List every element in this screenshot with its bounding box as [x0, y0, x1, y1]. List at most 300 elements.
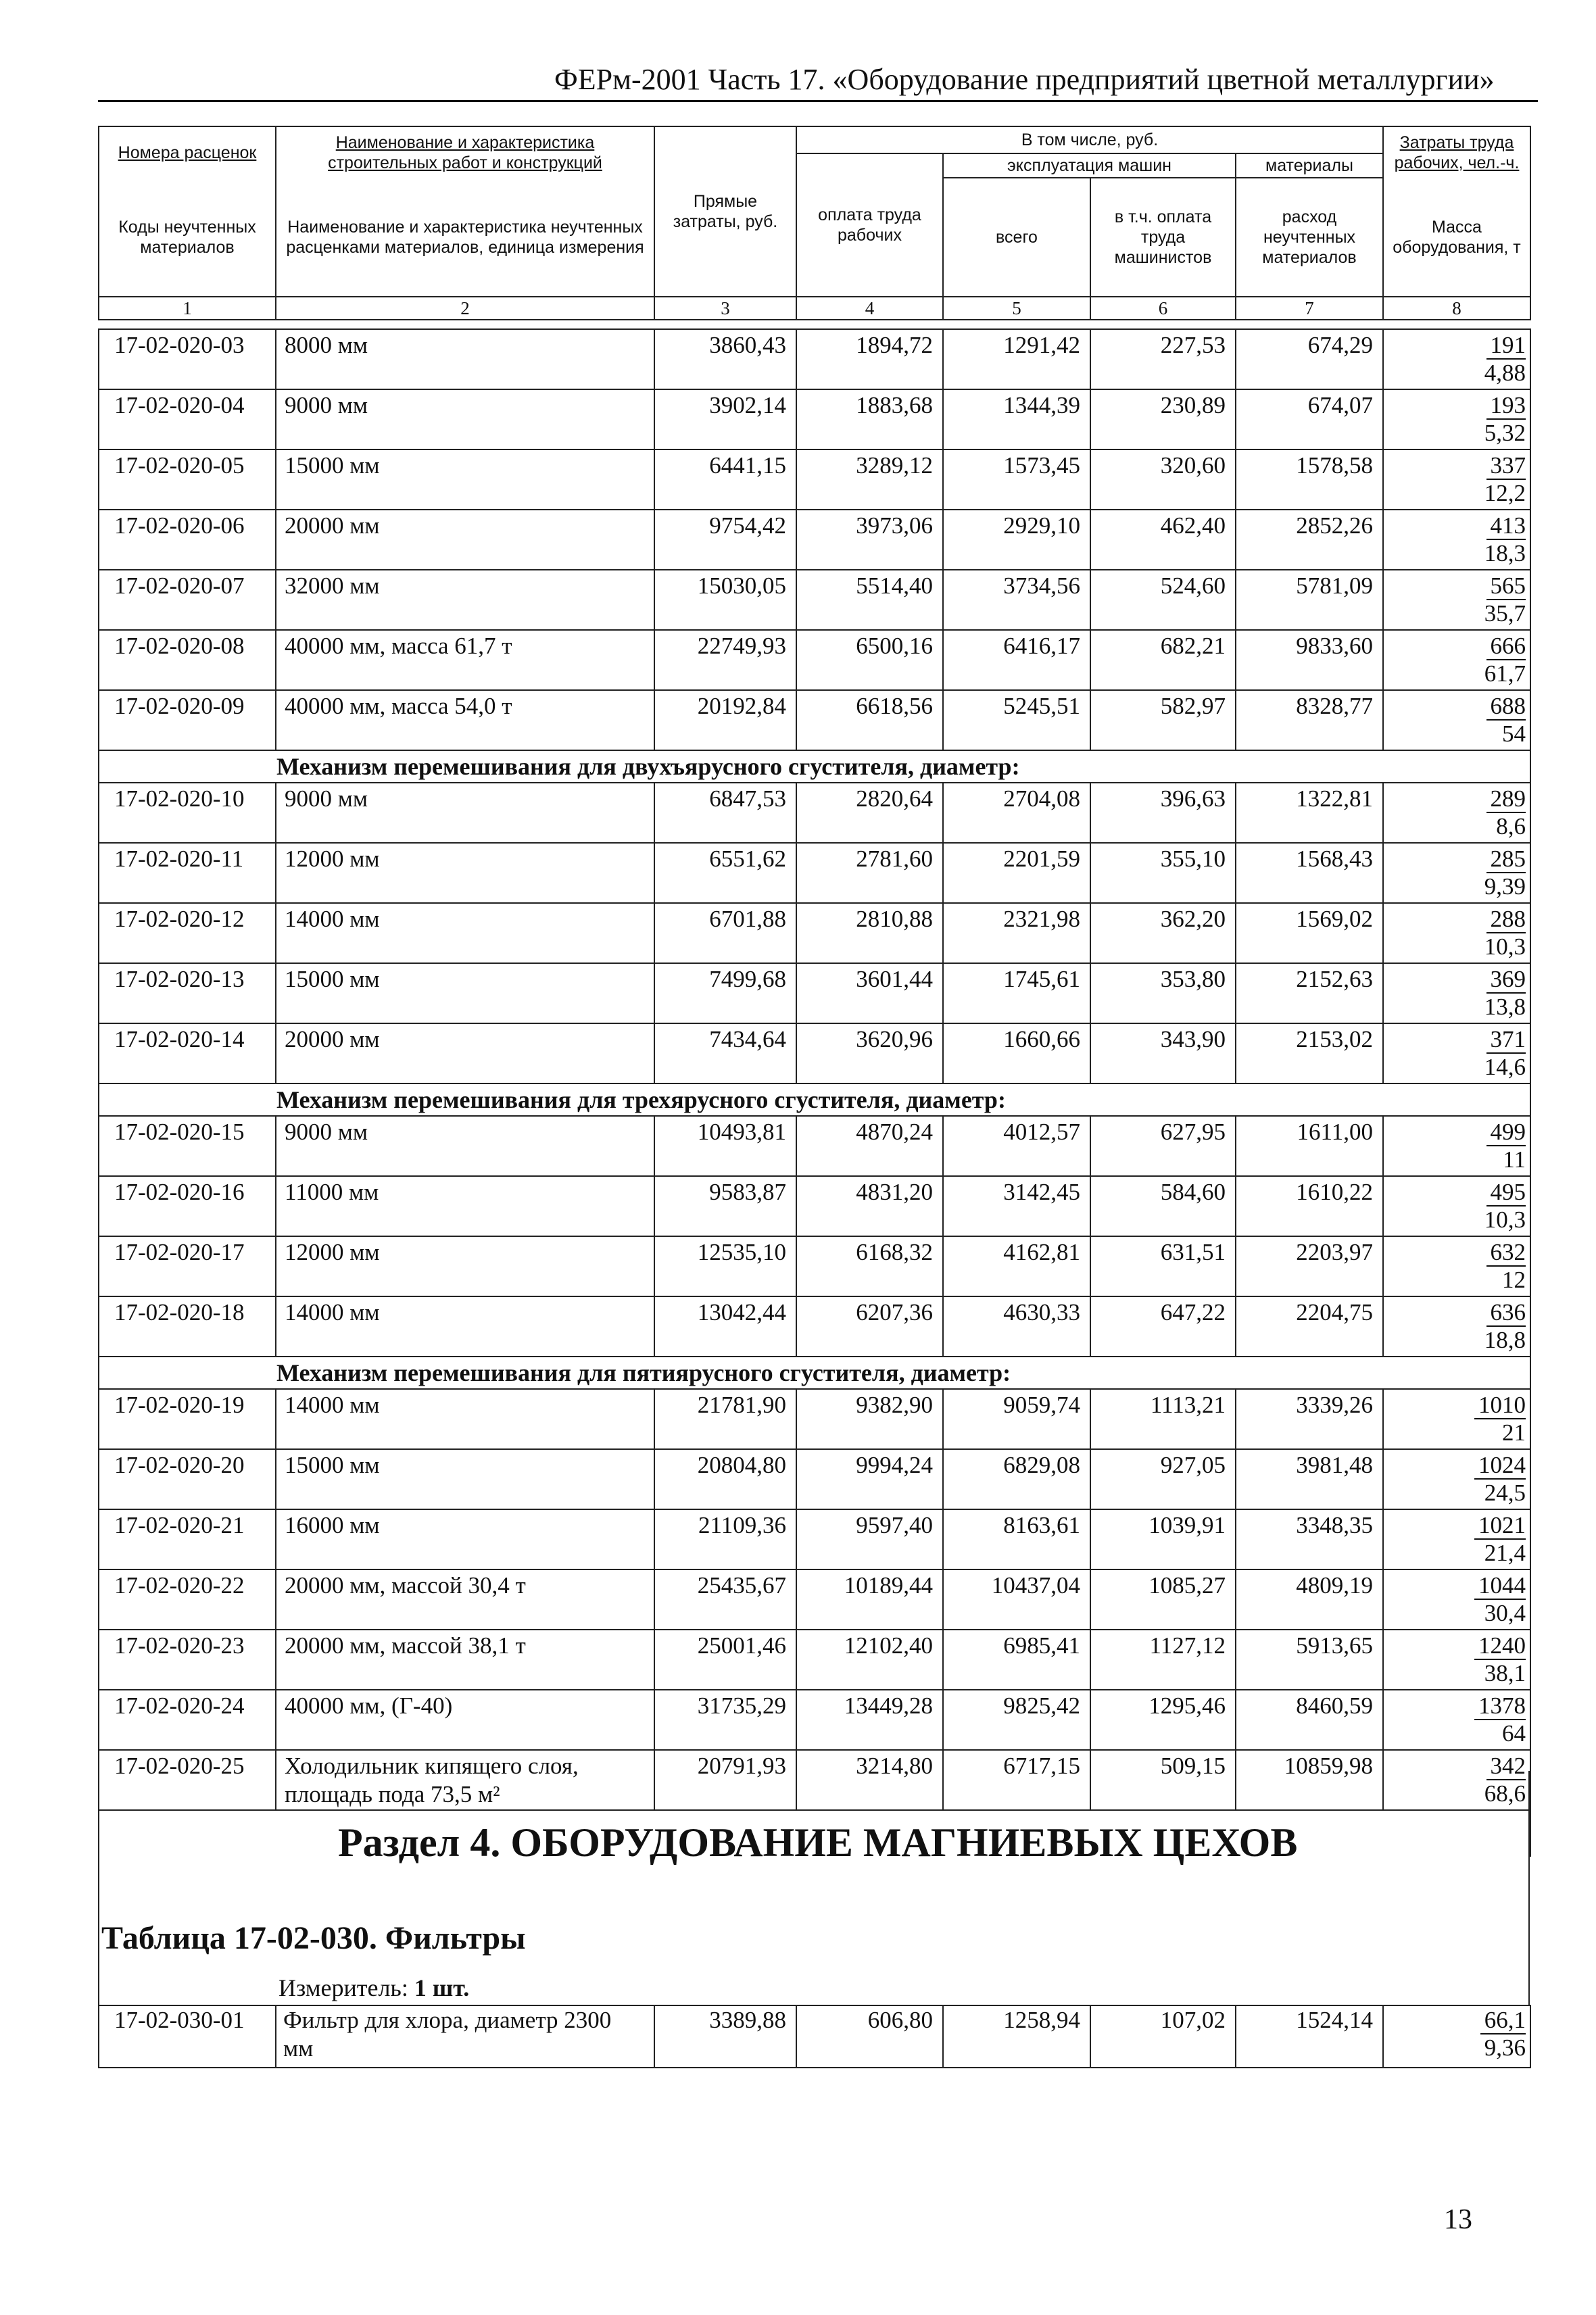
- header-rule: [98, 100, 1538, 102]
- table-row: [99, 1569, 1530, 1630]
- col-number: 2: [276, 297, 654, 320]
- machinist-wages: 353,80: [1090, 963, 1236, 1023]
- labor-label: Затраты труда рабочих, чел.-ч.: [1383, 126, 1530, 178]
- wages: 3601,44: [796, 963, 943, 1023]
- materials-label: материалы: [1236, 153, 1383, 178]
- direct-costs: 22749,93: [654, 630, 796, 690]
- direct-costs: 6551,62: [654, 843, 796, 903]
- labor-mass-cell: [1383, 1389, 1530, 1449]
- rate-name: 20000 мм: [276, 1023, 654, 1083]
- machines-total: 1660,66: [943, 1023, 1090, 1083]
- unaccounted-codes-label: Коды неучтенных материалов: [99, 178, 276, 297]
- materials: 1568,43: [1236, 843, 1383, 903]
- col-number: 1: [99, 297, 276, 320]
- labor-mass-cell: [1383, 1630, 1530, 1690]
- unit-line: [279, 1974, 469, 2002]
- rate-name: 32000 мм: [276, 570, 654, 630]
- table-row: [99, 329, 1530, 389]
- rate-name: 15000 мм: [276, 449, 654, 510]
- rate-name: 40000 мм, (Г-40): [276, 1690, 654, 1750]
- rate-name: 15000 мм: [276, 963, 654, 1023]
- rate-name: 20000 мм, массой 30,4 т: [276, 1569, 654, 1630]
- rate-code: 17-02-020-12: [99, 903, 276, 963]
- equipment-mass: 10,3: [1484, 1207, 1526, 1233]
- machinist-wages: 631,51: [1090, 1236, 1236, 1296]
- machines-total: 1344,39: [943, 389, 1090, 449]
- labor-mass-cell: [1383, 1569, 1530, 1630]
- table-row: [99, 690, 1530, 750]
- labor-mass-cell: [1383, 630, 1530, 690]
- materials: 2152,63: [1236, 963, 1383, 1023]
- direct-costs: 20791,93: [654, 1750, 796, 1810]
- rate-name: 20000 мм, массой 38,1 т: [276, 1630, 654, 1690]
- table-row: [99, 2005, 1530, 2068]
- materials: 3348,35: [1236, 1509, 1383, 1569]
- labor-costs: 1378: [1474, 1693, 1526, 1720]
- direct-costs: 25435,67: [654, 1569, 796, 1630]
- materials: 5913,65: [1236, 1630, 1383, 1690]
- machinist-wages: 1127,12: [1090, 1630, 1236, 1690]
- direct-costs: 7499,68: [654, 963, 796, 1023]
- labor-costs: 285: [1486, 846, 1526, 873]
- table-row: [99, 1023, 1530, 1083]
- wages: 4870,24: [796, 1116, 943, 1176]
- codes-label: Номера расценок: [99, 126, 276, 178]
- rate-name: 14000 мм: [276, 1296, 654, 1357]
- col-number: 4: [796, 297, 943, 320]
- labor-costs: 191: [1486, 333, 1526, 360]
- rate-code: 17-02-020-14: [99, 1023, 276, 1083]
- col-number: 5: [943, 297, 1090, 320]
- wages: 1883,68: [796, 389, 943, 449]
- col-number: 8: [1383, 297, 1530, 320]
- direct-costs: 20804,80: [654, 1449, 796, 1509]
- labor-mass-cell: [1383, 570, 1530, 630]
- equipment-mass: 12: [1502, 1267, 1526, 1293]
- labor-mass-cell: [1383, 1116, 1530, 1176]
- rate-code: 17-02-020-04: [99, 389, 276, 449]
- rate-code: 17-02-020-25: [99, 1750, 276, 1810]
- machines-total: 1291,42: [943, 329, 1090, 389]
- machinist-wages: 582,97: [1090, 690, 1236, 750]
- machines-total: 3142,45: [943, 1176, 1090, 1236]
- unit-value: 1 шт.: [414, 1974, 470, 2001]
- table-row: [99, 1449, 1530, 1509]
- wages: 6207,36: [796, 1296, 943, 1357]
- machines-total: 2704,08: [943, 783, 1090, 843]
- labor-mass-cell: [1383, 510, 1530, 570]
- machinist-wages: 227,53: [1090, 329, 1236, 389]
- equipment-mass: 64: [1502, 1720, 1526, 1747]
- rate-name: 15000 мм: [276, 1449, 654, 1509]
- wages: 5514,40: [796, 570, 943, 630]
- machines-total: 6985,41: [943, 1630, 1090, 1690]
- rate-code: 17-02-020-21: [99, 1509, 276, 1569]
- machines-total: 1573,45: [943, 449, 1090, 510]
- machines-total: 10437,04: [943, 1569, 1090, 1630]
- machines-label: эксплуатация машин: [943, 153, 1236, 178]
- materials: 8460,59: [1236, 1690, 1383, 1750]
- labor-mass-cell: [1383, 1236, 1530, 1296]
- machinist-wages: 1295,46: [1090, 1690, 1236, 1750]
- labor-costs: 1024: [1474, 1453, 1526, 1480]
- including-label: В том числе, руб.: [796, 126, 1383, 153]
- equipment-mass: 21,4: [1484, 1540, 1526, 1566]
- machines-total: 5245,51: [943, 690, 1090, 750]
- machines-total: 3734,56: [943, 570, 1090, 630]
- table-row: [99, 1176, 1530, 1236]
- wages: 3620,96: [796, 1023, 943, 1083]
- table-row: [99, 1296, 1530, 1357]
- direct-costs: 3902,14: [654, 389, 796, 449]
- rate-name: 40000 мм, масса 61,7 т: [276, 630, 654, 690]
- wages: 13449,28: [796, 1690, 943, 1750]
- rate-name: 12000 мм: [276, 1236, 654, 1296]
- labor-mass-cell: [1383, 783, 1530, 843]
- labor-mass-cell: [1383, 1176, 1530, 1236]
- labor-costs: 289: [1486, 786, 1526, 813]
- materials: 1610,22: [1236, 1176, 1383, 1236]
- table-row: [99, 449, 1530, 510]
- materials: 674,29: [1236, 329, 1383, 389]
- mass-label: Масса оборудования, т: [1383, 178, 1530, 297]
- labor-costs: 371: [1486, 1027, 1526, 1054]
- materials: 1322,81: [1236, 783, 1383, 843]
- equipment-mass: 5,32: [1484, 420, 1526, 446]
- rate-code: 17-02-020-10: [99, 783, 276, 843]
- equipment-mass: 13,8: [1484, 994, 1526, 1020]
- wages: 2820,64: [796, 783, 943, 843]
- wages: 12102,40: [796, 1630, 943, 1690]
- machines-total: 2929,10: [943, 510, 1090, 570]
- equipment-mass: 38,1: [1484, 1660, 1526, 1686]
- labor-costs: 1240: [1474, 1633, 1526, 1660]
- direct-costs: 6701,88: [654, 903, 796, 963]
- rate-name: 14000 мм: [276, 903, 654, 963]
- wages: 606,80: [796, 2005, 943, 2068]
- machinist-wages: 462,40: [1090, 510, 1236, 570]
- table-row: [99, 570, 1530, 630]
- table-row: [99, 1690, 1530, 1750]
- rate-code: 17-02-020-24: [99, 1690, 276, 1750]
- machines-total: 6416,17: [943, 630, 1090, 690]
- rate-code: 17-02-020-15: [99, 1116, 276, 1176]
- wages: 6168,32: [796, 1236, 943, 1296]
- labor-costs: 1021: [1474, 1513, 1526, 1540]
- rate-code: 17-02-020-03: [99, 329, 276, 389]
- machines-total: 4630,33: [943, 1296, 1090, 1357]
- machinist-wages: 1113,21: [1090, 1389, 1236, 1449]
- machines-total: 6829,08: [943, 1449, 1090, 1509]
- group-heading-row: [99, 750, 1530, 783]
- labor-mass-cell: [1383, 1449, 1530, 1509]
- rate-name: Холодильник кипящего слоя, площадь пода 73,5 м²: [276, 1750, 654, 1810]
- rate-code: 17-02-020-13: [99, 963, 276, 1023]
- rate-code: 17-02-020-05: [99, 449, 276, 510]
- table-row: [99, 389, 1530, 449]
- labor-mass-cell: [1383, 389, 1530, 449]
- filter-table: [98, 2005, 1531, 2068]
- direct-costs: 10493,81: [654, 1116, 796, 1176]
- machines-total: 2321,98: [943, 903, 1090, 963]
- wages: 2781,60: [796, 843, 943, 903]
- materials: 2852,26: [1236, 510, 1383, 570]
- table-row: [99, 1630, 1530, 1690]
- materials: 10859,98: [1236, 1750, 1383, 1810]
- machinist-wages: 927,05: [1090, 1449, 1236, 1509]
- table-row: [99, 510, 1530, 570]
- direct-costs: 21109,36: [654, 1509, 796, 1569]
- labor-costs: 636: [1486, 1300, 1526, 1327]
- wages: 6500,16: [796, 630, 943, 690]
- labor-mass-cell: [1383, 1690, 1530, 1750]
- labor-costs: 666: [1486, 633, 1526, 660]
- rate-name: 40000 мм, масса 54,0 т: [276, 690, 654, 750]
- wages: 1894,72: [796, 329, 943, 389]
- equipment-mass: 54: [1502, 721, 1526, 747]
- table-row: [99, 1509, 1530, 1569]
- direct-costs: 25001,46: [654, 1630, 796, 1690]
- wages: 9597,40: [796, 1509, 943, 1569]
- equipment-mass: 18,8: [1484, 1327, 1526, 1353]
- equipment-mass: 30,4: [1484, 1600, 1526, 1626]
- rate-code: 17-02-020-22: [99, 1569, 276, 1630]
- machinist-wages: 230,89: [1090, 389, 1236, 449]
- page-number: 13: [1444, 2204, 1472, 2235]
- machinist-wages: 627,95: [1090, 1116, 1236, 1176]
- table-row: [99, 843, 1530, 903]
- rate-name: 14000 мм: [276, 1389, 654, 1449]
- machinist-wages: 1085,27: [1090, 1569, 1236, 1630]
- machines-total: 2201,59: [943, 843, 1090, 903]
- machines-total: 9059,74: [943, 1389, 1090, 1449]
- group-heading: Механизм перемешивания для двухъярусного сгустителя, диаметр:: [99, 750, 1530, 783]
- rates-table: [98, 328, 1531, 1857]
- direct-costs: 15030,05: [654, 570, 796, 630]
- machinist-wages: 1039,91: [1090, 1509, 1236, 1569]
- machines-total: 6717,15: [943, 1750, 1090, 1810]
- equipment-mass: 12,2: [1484, 480, 1526, 506]
- machinist-wages: 584,60: [1090, 1176, 1236, 1236]
- materials: 3339,26: [1236, 1389, 1383, 1449]
- rate-name: 20000 мм: [276, 510, 654, 570]
- rate-code: 17-02-020-19: [99, 1389, 276, 1449]
- table-row: [99, 1236, 1530, 1296]
- labor-mass-cell: [1383, 449, 1530, 510]
- rate-code: 17-02-020-11: [99, 843, 276, 903]
- materials: 8328,77: [1236, 690, 1383, 750]
- materials: 2203,97: [1236, 1236, 1383, 1296]
- wages: 10189,44: [796, 1569, 943, 1630]
- machinist-wages-label: в т.ч. оплата труда машинистов: [1090, 178, 1236, 297]
- machinist-wages: 682,21: [1090, 630, 1236, 690]
- rate-name: 8000 мм: [276, 329, 654, 389]
- direct-costs: 3389,88: [654, 2005, 796, 2068]
- wages: 3214,80: [796, 1750, 943, 1810]
- wages: 3973,06: [796, 510, 943, 570]
- rate-name: 9000 мм: [276, 1116, 654, 1176]
- direct-costs: 13042,44: [654, 1296, 796, 1357]
- table-row: [99, 1116, 1530, 1176]
- rate-code: 17-02-020-07: [99, 570, 276, 630]
- direct-costs: 21781,90: [654, 1389, 796, 1449]
- rate-code: 17-02-020-16: [99, 1176, 276, 1236]
- machines-total: 4012,57: [943, 1116, 1090, 1176]
- equipment-mass: 35,7: [1484, 600, 1526, 627]
- labor-mass-cell: [1383, 1023, 1530, 1083]
- machines-total: 1258,94: [943, 2005, 1090, 2068]
- wages: 4831,20: [796, 1176, 943, 1236]
- machines-total: 4162,81: [943, 1236, 1090, 1296]
- wages: 6618,56: [796, 690, 943, 750]
- table-row: [99, 630, 1530, 690]
- equipment-mass: 61,7: [1484, 660, 1526, 687]
- machinist-wages: 362,20: [1090, 903, 1236, 963]
- equipment-mass: 14,6: [1484, 1054, 1526, 1080]
- rate-code: 17-02-020-18: [99, 1296, 276, 1357]
- machinist-wages: 355,10: [1090, 843, 1236, 903]
- section-title: Раздел 4. ОБОРУДОВАНИЕ МАГНИЕВЫХ ЦЕХОВ: [338, 1820, 1298, 1865]
- rate-code: 17-02-020-06: [99, 510, 276, 570]
- materials: 2204,75: [1236, 1296, 1383, 1357]
- table-row: [99, 1750, 1530, 1810]
- rate-name: 9000 мм: [276, 389, 654, 449]
- unaccounted-name-label: Наименование и характеристика неучтенных расценками материалов, единица измерения: [276, 178, 654, 297]
- labor-costs: 499: [1486, 1119, 1526, 1146]
- name-label: Наименование и характеристика строительных работ и конструкций: [276, 126, 654, 178]
- wages-label: оплата труда рабочих: [796, 153, 943, 297]
- direct-costs-label: Прямые затраты, руб.: [654, 126, 796, 297]
- labor-mass-cell: [1383, 843, 1530, 903]
- direct-costs: 9583,87: [654, 1176, 796, 1236]
- col-number: 7: [1236, 297, 1383, 320]
- rate-code: 17-02-020-20: [99, 1449, 276, 1509]
- materials: 674,07: [1236, 389, 1383, 449]
- equipment-mass: 10,3: [1484, 933, 1526, 960]
- equipment-mass: 8,6: [1496, 813, 1526, 839]
- machines-total: 9825,42: [943, 1690, 1090, 1750]
- materials: 1578,58: [1236, 449, 1383, 510]
- group-heading-row: [99, 1357, 1530, 1389]
- running-header: ФЕРм-2001 Часть 17. «Оборудование предприятий цветной металлургии»: [554, 63, 1495, 96]
- labor-costs: 632: [1486, 1240, 1526, 1267]
- frame-line: [98, 1771, 99, 2005]
- rate-name: 9000 мм: [276, 783, 654, 843]
- wages: 9382,90: [796, 1389, 943, 1449]
- labor-costs: 1010: [1474, 1392, 1526, 1419]
- rate-code: 17-02-020-23: [99, 1630, 276, 1690]
- machinist-wages: 524,60: [1090, 570, 1236, 630]
- machinist-wages: 509,15: [1090, 1750, 1236, 1810]
- machinist-wages: 647,22: [1090, 1296, 1236, 1357]
- materials: 1569,02: [1236, 903, 1383, 963]
- materials: 5781,09: [1236, 570, 1383, 630]
- wages: 3289,12: [796, 449, 943, 510]
- machines-total: 1745,61: [943, 963, 1090, 1023]
- labor-costs: 565: [1486, 573, 1526, 600]
- rate-code: 17-02-020-09: [99, 690, 276, 750]
- rate-code: 17-02-030-01: [99, 2005, 276, 2068]
- rate-name: 16000 мм: [276, 1509, 654, 1569]
- direct-costs: 6847,53: [654, 783, 796, 843]
- labor-costs: 413: [1486, 513, 1526, 540]
- materials: 4809,19: [1236, 1569, 1383, 1630]
- labor-mass-cell: [1383, 690, 1530, 750]
- frame-line: [1528, 1771, 1530, 2005]
- table-row: [99, 783, 1530, 843]
- labor-mass-cell: [1383, 1509, 1530, 1569]
- rate-name: 12000 мм: [276, 843, 654, 903]
- labor-mass-cell: [1383, 2005, 1530, 2068]
- materials: 1524,14: [1236, 2005, 1383, 2068]
- machinist-wages: 396,63: [1090, 783, 1236, 843]
- table-row: [99, 1389, 1530, 1449]
- direct-costs: 6441,15: [654, 449, 796, 510]
- labor-costs: 369: [1486, 967, 1526, 994]
- col-number: 6: [1090, 297, 1236, 320]
- group-heading: Механизм перемешивания для трехярусного сгустителя, диаметр:: [99, 1083, 1530, 1116]
- group-heading: Механизм перемешивания для пятиярусного сгустителя, диаметр:: [99, 1357, 1530, 1389]
- labor-mass-cell: [1383, 903, 1530, 963]
- labor-costs: 342: [1486, 1753, 1526, 1780]
- materials: 1611,00: [1236, 1116, 1383, 1176]
- labor-mass-cell: [1383, 1750, 1530, 1810]
- table-header: [98, 126, 1531, 320]
- machinist-wages: 320,60: [1090, 449, 1236, 510]
- direct-costs: 3860,43: [654, 329, 796, 389]
- labor-costs: 337: [1486, 453, 1526, 480]
- labor-mass-cell: [1383, 329, 1530, 389]
- equipment-mass: 9,36: [1484, 2034, 1526, 2061]
- materials: 9833,60: [1236, 630, 1383, 690]
- materials: 2153,02: [1236, 1023, 1383, 1083]
- labor-costs: 495: [1486, 1179, 1526, 1207]
- equipment-mass: 18,3: [1484, 540, 1526, 566]
- wages: 2810,88: [796, 903, 943, 963]
- equipment-mass: 4,88: [1484, 360, 1526, 386]
- rate-name: 11000 мм: [276, 1176, 654, 1236]
- table-row: [99, 963, 1530, 1023]
- rate-name: Фильтр для хлора, диаметр 2300 мм: [276, 2005, 654, 2068]
- unit-label: Измеритель:: [279, 1974, 408, 2001]
- rate-code: 17-02-020-17: [99, 1236, 276, 1296]
- equipment-mass: 9,39: [1484, 873, 1526, 900]
- labor-costs: 66,1: [1480, 2007, 1526, 2034]
- equipment-mass: 68,6: [1484, 1780, 1526, 1807]
- wages: 9994,24: [796, 1449, 943, 1509]
- equipment-mass: 24,5: [1484, 1480, 1526, 1506]
- labor-mass-cell: [1383, 963, 1530, 1023]
- machinist-wages: 343,90: [1090, 1023, 1236, 1083]
- labor-costs: 688: [1486, 693, 1526, 721]
- machinist-wages: 107,02: [1090, 2005, 1236, 2068]
- table-caption: Таблица 17-02-030. Фильтры: [101, 1920, 526, 1956]
- equipment-mass: 11: [1503, 1146, 1526, 1173]
- labor-costs: 193: [1486, 393, 1526, 420]
- table-row: [99, 903, 1530, 963]
- materials-use-label: расход неучтенных материалов: [1236, 178, 1383, 297]
- materials: 3981,48: [1236, 1449, 1383, 1509]
- direct-costs: 31735,29: [654, 1690, 796, 1750]
- direct-costs: 7434,64: [654, 1023, 796, 1083]
- labor-mass-cell: [1383, 1296, 1530, 1357]
- machines-total: 8163,61: [943, 1509, 1090, 1569]
- direct-costs: 12535,10: [654, 1236, 796, 1296]
- direct-costs: 20192,84: [654, 690, 796, 750]
- group-heading-row: [99, 1083, 1530, 1116]
- labor-costs: 288: [1486, 906, 1526, 933]
- equipment-mass: 21: [1502, 1419, 1526, 1446]
